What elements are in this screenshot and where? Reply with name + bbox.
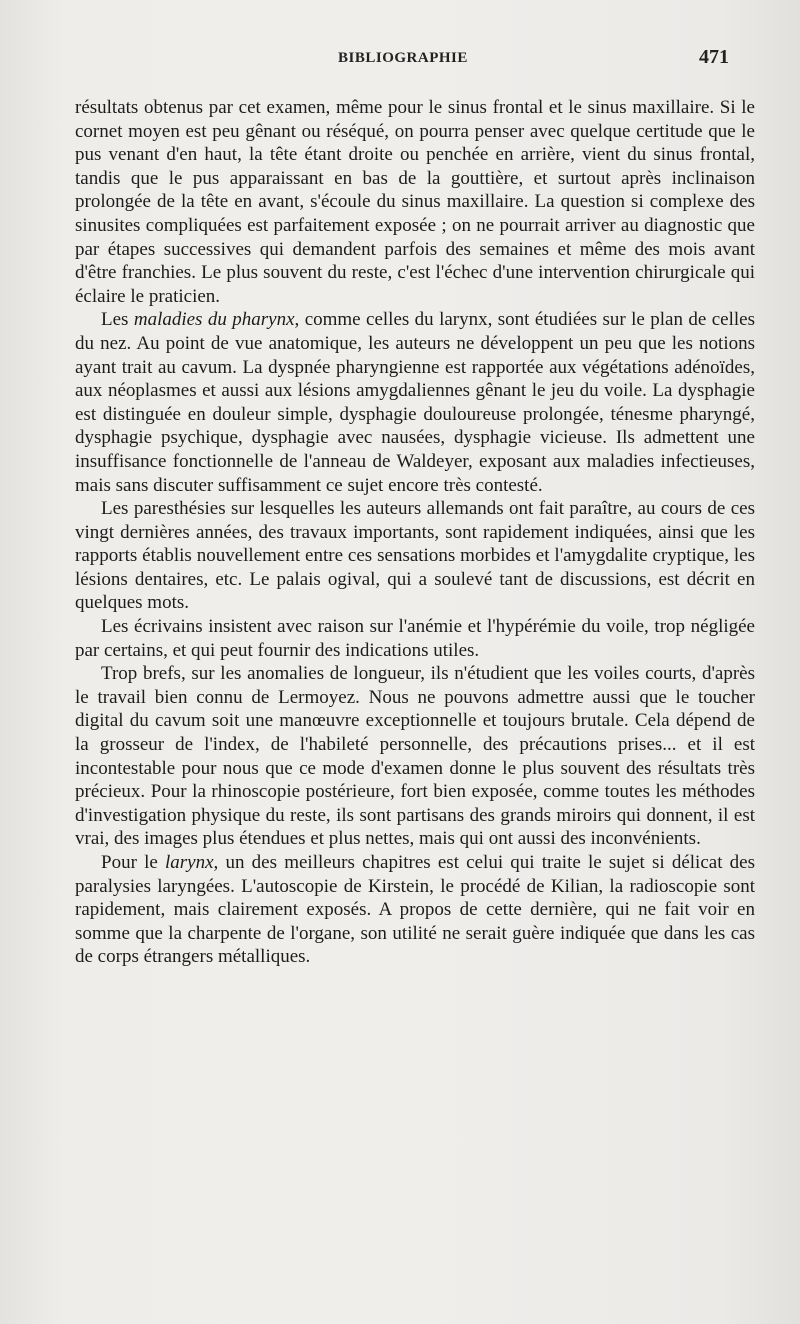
- paragraph-anomalies: [75, 662, 755, 851]
- paragraph-anemia: [75, 615, 755, 662]
- running-head-title: BIBLIOGRAPHIE: [338, 50, 468, 66]
- italic-term-pharynx: maladies du pharynx: [133, 309, 295, 331]
- text-run: , un des meilleurs chapitres est celui qui traite le sujet si délicat des paralysies laryngées. L'autoscopie de Kirstein, le procédé de Kilian, la radioscopie sont rapidement, mais clairement exposés. A propos de cette dernière, qui ne fait voir en somme que la charpente de l'organe, son utilité ne serait guère indiquée que dans les cas de corps étrangers métalliques.: [75, 852, 755, 968]
- paragraph-paresthesias: [75, 497, 755, 615]
- body-text: [75, 96, 755, 969]
- text-run: Trop brefs, sur les anomalies de longueur, ils n'étudient que les voiles courts, d'après le travail bien connu de Lermoyez. Nous ne pouvons admettre aussi que le toucher digital du cavum soit une manœuvre exceptionnelle et toujours brutale. Cela dépend de la grosseur de l'index, de l'habileté personnelle, des précautions prises... et il est incontestable pour nous que ce mode d'examen donne le plus souvent des résultats très précieux. Pour la rhinoscopie postérieure, fort bien exposée, comme toutes les méthodes d'investigation physique du reste, ils sont partisans des grands miroirs qui donnent, il est vrai, des images plus étendues et plus nettes, mais qui ont aussi des inconvénients.: [75, 663, 755, 850]
- page-number: 471: [699, 46, 729, 68]
- paragraph-sinus-diagnosis: [75, 96, 755, 308]
- text-run: Les: [101, 309, 134, 331]
- text-run: Les paresthésies sur lesquelles les auteurs allemands ont fait paraître, au cours de ces vingt dernières années, des travaux importants, sont rapidement indiquées, ainsi que les rapports établis nouvellement entre ces sensations morbides et l'amygdalite cryptique, les lésions dentaires, etc. Le palais ogival, qui a soulevé tant de discussions, est décrit en quelques mots.: [75, 498, 755, 614]
- text-run: résultats obtenus par cet examen, même pour le sinus frontal et le sinus maxillaire. Si le cornet moyen est peu gênant ou réséqué, on pourra penser avec quelque certitude que le pus venant d'en haut, la tête étant droite ou penchée en arrière, vient du sinus frontal, tandis que le pus apparaissant en bas de la gouttière, et surtout après inclinaison prolongée de la tête en avant, s'écoule du sinus maxillaire. La question si complexe des sinusites compliquées est parfaitement exposée ; on ne pourrait arriver au diagnostic que par étapes successives qui demandent parfois des semaines et même des mois avant d'être franchies. Le plus souvent du reste, c'est l'échec d'une intervention chirurgicale qui éclaire le praticien.: [75, 97, 755, 307]
- text-run: Les écrivains insistent avec raison sur l'anémie et l'hypérémie du voile, trop négligée par certains, et qui peut fournir des indications utiles.: [75, 616, 755, 661]
- text-run: , comme celles du larynx, sont étudiées sur le plan de celles du nez. Au point de vue anatomique, les auteurs ne développent un peu que les notions ayant trait au cavum. La dyspnée pharyngienne est rapportée aux végétations adénoïdes, aux néoplasmes et aussi aux lésions amygdaliennes gênant le jeu du voile. La dysphagie est distinguée en douleur simple, dysphagie douloureuse prolongée, ténesme pharyngé, dysphagie psychique, dysphagie avec nausées, dysphagie vicieuse. Ils admettent une insuffisance fonctionnelle de l'anneau de Waldeyer, exposant aux maladies infectieuses, mais sans discuter suffisamment ce sujet encore très contesté.: [75, 309, 755, 496]
- paragraph-larynx: [75, 851, 755, 969]
- text-run: Pour le: [101, 852, 165, 873]
- paragraph-pharynx-diseases: [75, 308, 755, 497]
- page-header: [0, 46, 800, 76]
- italic-term-larynx: larynx: [165, 852, 214, 873]
